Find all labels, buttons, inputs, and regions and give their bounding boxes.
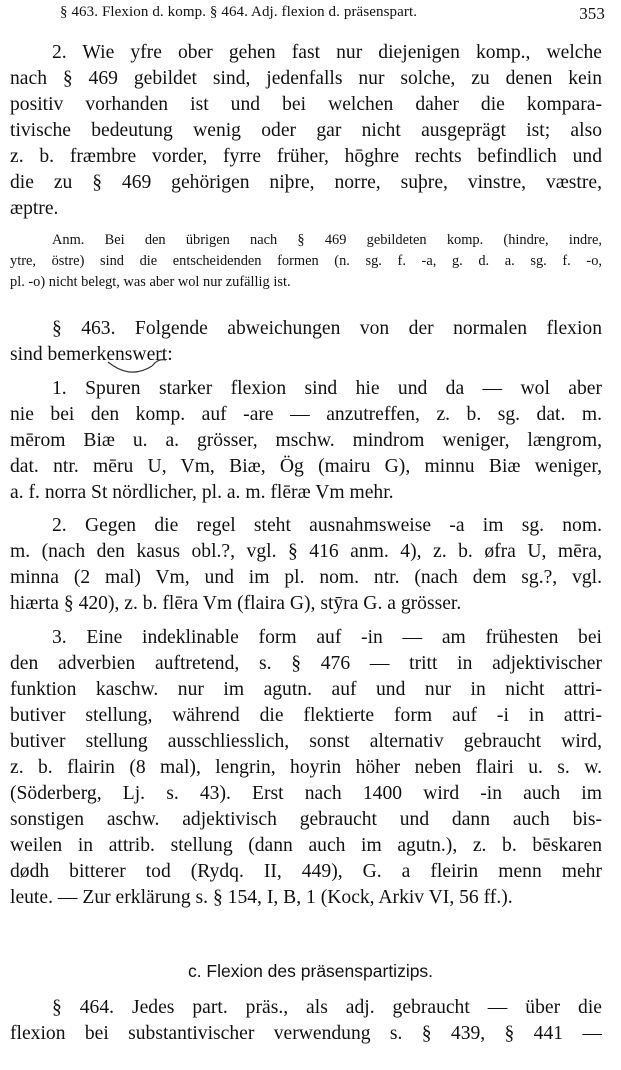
text-line: flexion bei substantivischer verwendung s. § 439, § 441 — [10,1023,602,1044]
text-line: mērom Biæ u. a. grösser, mschw. mindrom weniger, længrom, [10,430,602,451]
text-line: z. b. flairin (8 mal), lengrin, hoyrin höher neben flairi u. s. w. [10,757,602,778]
text-line: 1. Spuren starker flexion sind hie und da — wol aber [52,378,602,399]
text-line: leute. — Zur erklärung s. § 154, I, B, 1 (Kock, Arkiv VI, 56 ff.). [10,887,513,908]
text-line: 2. Wie yfre ober gehen fast nur diejenigen komp., welche [52,42,602,63]
text-line: dødh bitterer tod (Rydq. II, 449), G. a fleirin menn mehr [10,861,602,882]
text-line: butiver stellung, während die flektierte form auf -i in attri- [10,705,602,726]
text-line: § 463. Folgende abweichungen von der normalen flexion [52,318,602,339]
text-line: nie bei den komp. auf -are — anzutreffen, z. b. sg. dat. m. [10,404,602,425]
running-head-title: § 463. Flexion d. komp. § 464. Adj. flexion d. präsenspart. [60,4,418,20]
text-line: den adverbien auftretend, s. § 476 — tritt in adjektivischer [10,653,602,674]
text-line: m. (nach den kasus obl.?, vgl. § 416 anm. 4), z. b. øfra U, mēra, [10,541,602,562]
text-line: dat. ntr. mēru U, Vm, Biæ, Ög (mairu G), minnu Biæ weniger, [10,456,602,477]
page-number: 353 [579,4,605,23]
note-line: pl. -o) nicht belegt, was aber wol nur zufällig ist. [10,274,291,290]
text-line: butiver stellung ausschliesslich, sonst alternativ gebraucht wird, [10,731,602,752]
text-line: nach § 469 gebildet sind, jedenfalls nur solche, zu denen kein [10,68,602,89]
text-line: tivische bedeutung wenig oder gar nicht ausgeprägt ist; also [10,120,602,141]
text-line: æptre. [10,198,59,219]
text-line: positiv vorhanden ist und bei welchen daher die kompara- [10,94,602,115]
text-line: weilen in attrib. stellung (dann auch im agutn.), z. b. bēskaren [10,835,602,856]
text-line: a. f. norra St nördlicher, pl. a. m. flēræ Vm mehr. [10,482,394,503]
text-line: sind bemerkenswert: [10,344,173,365]
text-line: 2. Gegen die regel steht ausnahmsweise -a im sg. nom. [52,515,602,536]
section-heading: c. Flexion des präsenspartizips. [187,961,434,981]
text-line: z. b. fræmbre vorder, fyrre früher, hōghre rechts befindlich und [10,146,602,167]
text-line: die zu § 469 gehörigen niþre, norre, suþre, vinstre, væstre, [10,172,602,193]
text-line: sonstigen aschw. adjektivisch gebraucht und dann auch bis- [10,809,602,830]
note-line: Anm. Bei den übrigen nach § 469 gebildeten komp. (hindre, indre, [52,232,602,248]
text-line: 3. Eine indeklinable form auf -in — am frühesten bei [52,627,602,648]
text-line: funktion kaschw. nur im agutn. auf und nur in nicht attri- [10,679,602,700]
text-line: minna (2 mal) Vm, und im pl. nom. ntr. (nach dem sg.?, vgl. [10,567,602,588]
text-line: hiærta § 420), z. b. flēra Vm (flaira G), stȳra G. a grösser. [10,593,462,614]
text-line: § 464. Jedes part. präs., als adj. gebraucht — über die [52,997,602,1018]
note-line: ytre, östre) sind die entscheidenden formen (n. sg. f. -a, g. d. a. sg. f. -o, [10,253,602,269]
running-head [60,4,605,21]
text-line: (Söderberg, Lj. s. 43). Erst nach 1400 wird -in auch im [10,783,602,804]
